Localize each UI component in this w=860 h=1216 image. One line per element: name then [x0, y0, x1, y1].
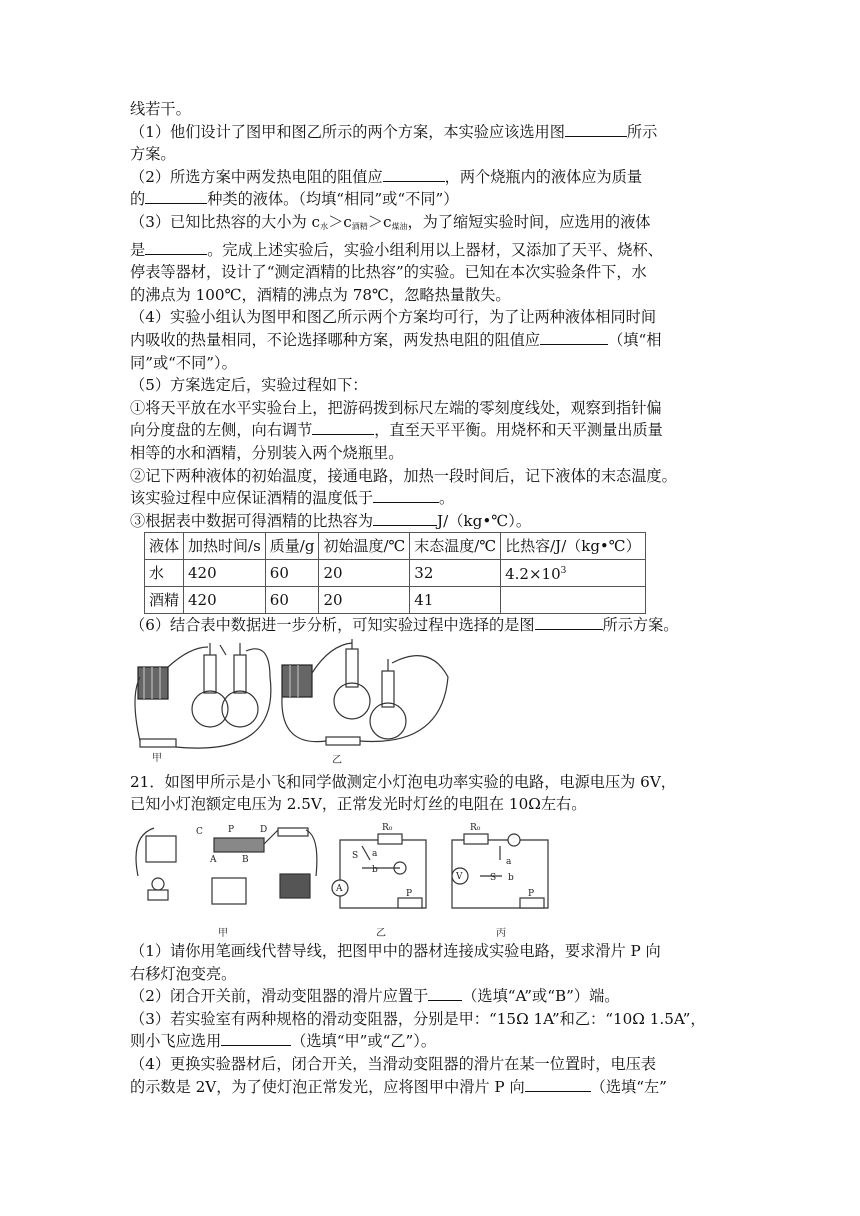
- text: 同”或“不同”）。: [130, 353, 237, 372]
- text-line: [130, 465, 735, 488]
- text-line: [130, 166, 735, 189]
- text-line: [130, 487, 735, 510]
- text: 则小飞应选用: [130, 1032, 222, 1051]
- text: ，直至天平平衡。用烧杯和天平测量出质量: [374, 421, 663, 440]
- circuit-bing: [452, 823, 548, 908]
- label-a-small: a: [372, 849, 378, 860]
- table-header: 液体: [145, 533, 184, 560]
- label-s: S: [490, 873, 497, 884]
- figure-caption: 甲: [218, 928, 228, 940]
- label-b-small: b: [372, 865, 378, 876]
- text: （4）更换实验器材后，闭合开关，当滑动变阻器的滑片在某一位置时，电压表: [130, 1055, 657, 1074]
- document-page: [130, 98, 735, 1098]
- answer-blank[interactable]: [145, 239, 207, 255]
- heating-circuits-figure: [130, 637, 530, 765]
- answer-blank[interactable]: [525, 1076, 591, 1092]
- text-line: [130, 121, 735, 144]
- table-header: 末态温度/℃: [410, 533, 501, 560]
- table-cell: 32: [410, 560, 501, 587]
- table-cell: 420: [184, 560, 266, 587]
- label-p: P: [406, 889, 413, 900]
- text: 的示数是 2V，为了使灯泡正常发光，应将图甲中滑片 P 向: [130, 1077, 525, 1096]
- table-cell: 60: [265, 587, 319, 614]
- text-line: [130, 442, 735, 465]
- battery-icon: [280, 874, 310, 898]
- text-line: [130, 940, 735, 963]
- label-c: C: [196, 827, 203, 838]
- text: （6）结合表中数据进一步分析，可知实验过程中选择的是图: [130, 616, 535, 635]
- text-line: [130, 419, 735, 442]
- voltmeter-symbol: V: [456, 872, 463, 883]
- subscript: 煤油: [391, 221, 408, 231]
- text-line: [130, 397, 735, 420]
- text: 方案。: [130, 145, 176, 164]
- text-line: [130, 1008, 735, 1031]
- text: （1）请你用笔画线代替导线，把图甲中的器材连接成实验电路，要求滑片 P 向: [130, 942, 661, 961]
- text-line: [130, 771, 735, 794]
- text: ，为了缩短实验时间，应选用的液体: [407, 212, 651, 231]
- superscript: 3: [560, 566, 567, 577]
- text-line: [130, 510, 735, 533]
- text: （3）若实验室有两种规格的滑动变阻器，分别是甲：“15Ω 1A”和乙：“10Ω 1.5A”，: [130, 1009, 706, 1028]
- text: 的沸点为 100℃，酒精的沸点为 78℃，忽略热量散失。: [130, 285, 511, 304]
- text: ，两个烧瓶内的液体应为质量: [444, 167, 643, 186]
- text-line: [130, 614, 735, 637]
- answer-blank[interactable]: [145, 188, 207, 204]
- question-text: 已知小灯泡额定电压为 2.5V，正常发光时灯丝的电阻在 10Ω左右。: [130, 795, 587, 814]
- subscript: 水: [320, 221, 329, 231]
- battery-icon: [138, 667, 168, 699]
- text: 内吸收的热量相同，不论选择哪种方案，两发热电阻的阻值应: [130, 330, 541, 349]
- table-header: 加热时间/s: [184, 533, 266, 560]
- circuit-yi: [332, 823, 426, 908]
- text: 。: [439, 489, 455, 508]
- table-cell: 41: [410, 587, 501, 614]
- text: （选填“甲”或“乙”）。: [291, 1032, 437, 1051]
- text-line: [130, 284, 735, 307]
- label-a: A: [210, 855, 217, 866]
- flask-icon: [370, 703, 406, 739]
- table-cell: 水: [145, 560, 184, 587]
- text: （选填“左”: [590, 1077, 667, 1096]
- label-p: P: [528, 889, 535, 900]
- text: （2）所选方案中两发热电阻的阻值应: [130, 167, 383, 186]
- text-line: [130, 143, 735, 166]
- circuit-jia: [136, 825, 317, 904]
- circuit-right: [282, 639, 448, 745]
- text: ③根据表中数据可得酒精的比热容为: [130, 511, 373, 530]
- label-b-small: b: [508, 873, 514, 884]
- cell-value: 4.2×10: [505, 565, 561, 584]
- answer-blank[interactable]: [540, 329, 608, 345]
- text: 相等的水和酒精，分别装入两个烧瓶里。: [130, 443, 404, 462]
- text: 该实验过程中应保证酒精的温度低于: [130, 489, 373, 508]
- table-row: [145, 560, 646, 587]
- text: （5）方案选定后，实验过程如下：: [130, 376, 368, 395]
- figure-caption: 甲: [152, 752, 162, 764]
- table-cell: 20: [319, 560, 410, 587]
- text: J/（kg•℃）。: [437, 511, 532, 530]
- text-line: [130, 261, 735, 284]
- answer-blank[interactable]: [373, 487, 439, 503]
- battery-icon: [282, 665, 312, 697]
- table-header-row: [145, 533, 646, 560]
- text: 线若干。: [130, 100, 191, 118]
- text-line: [130, 329, 735, 352]
- text-line: [130, 1030, 735, 1053]
- ammeter-symbol: A: [336, 884, 343, 895]
- ammeter-icon: [212, 878, 246, 904]
- answer-blank[interactable]: [565, 121, 627, 137]
- text-line: [130, 98, 735, 121]
- text-line: [130, 963, 735, 986]
- answer-blank[interactable]: [312, 419, 374, 435]
- text: 停表等器材，设计了“测定酒精的比热容”的实验。已知在本次实验条件下，水: [130, 263, 647, 282]
- text: （2）闭合开关前，滑动变阻器的滑片应置于: [130, 987, 429, 1006]
- text: 。完成上述实验后，实验小组利用以上器材，又添加了天平、烧杯、: [207, 240, 663, 259]
- text-line: [130, 374, 735, 397]
- text: （4）实验小组认为图甲和图乙所示两个方案均可行，为了让两种液体相同时间: [130, 308, 657, 327]
- lamp-icon: [508, 834, 520, 846]
- text: 所示: [626, 122, 658, 141]
- table-cell: 酒精: [145, 587, 184, 614]
- table-header: 初始温度/℃: [319, 533, 410, 560]
- label-r0: R₀: [382, 823, 393, 834]
- figure-caption: 乙: [332, 754, 342, 765]
- answer-blank[interactable]: [221, 1030, 291, 1046]
- table-header: 比热容/J/（kg•℃）: [501, 533, 645, 560]
- label-r0: R₀: [470, 823, 481, 834]
- text: 所示方案。: [602, 616, 679, 635]
- text: （3）已知比热容的大小为 c: [130, 212, 321, 231]
- answer-blank[interactable]: [373, 510, 437, 526]
- table-cell: 20: [319, 587, 410, 614]
- text: 右移灯泡变亮。: [130, 964, 237, 983]
- figure-caption: 乙: [376, 928, 386, 940]
- voltmeter-icon: [146, 836, 176, 862]
- flask-icon: [222, 691, 258, 727]
- switch-icon: [278, 828, 308, 836]
- answer-blank[interactable]: [383, 166, 445, 182]
- circuit-left: [135, 643, 271, 748]
- text: 的: [130, 190, 146, 209]
- text: （1）他们设计了图甲和图乙所示的两个方案，本实验应该选用图: [130, 122, 565, 141]
- text: ＞c: [328, 212, 352, 231]
- table-cell: [501, 587, 645, 614]
- subscript: 酒精: [351, 221, 368, 231]
- text: 向分度盘的左侧，向右调节: [130, 421, 313, 440]
- question-text: 21．如图甲所示是小飞和同学做测定小灯泡电功率实验的电路，电源电压为 6V，: [130, 772, 676, 791]
- text: 种类的液体。（均填“相同”或“不同”）: [207, 190, 459, 209]
- text: （选填“A”或“B”）端。: [462, 987, 620, 1006]
- text: 是: [130, 240, 146, 259]
- text-line: [130, 793, 735, 816]
- text: ①将天平放在水平实验台上，把游码拨到标尺左端的零刻度线处，观察到指针偏: [130, 398, 662, 417]
- answer-blank[interactable]: [535, 614, 603, 630]
- table-cell: 60: [265, 560, 319, 587]
- data-table: [144, 532, 646, 614]
- text: ＞c: [367, 212, 392, 231]
- label-d: D: [260, 825, 268, 836]
- text-line: [130, 1053, 735, 1076]
- switch-icon: [140, 739, 176, 747]
- text-line: [130, 985, 735, 1008]
- text-line: [130, 1076, 735, 1099]
- text-line: [130, 239, 735, 262]
- text-line: [130, 211, 735, 239]
- label-a-small: a: [506, 857, 512, 868]
- table-cell: [501, 560, 645, 587]
- table-header: 质量/g: [265, 533, 319, 560]
- rheostat-icon: [520, 898, 544, 908]
- text: （填“相: [608, 330, 662, 349]
- table-cell: 420: [184, 587, 266, 614]
- label-p: P: [228, 825, 235, 836]
- text: ②记下两种液体的初始温度，接通电路，加热一段时间后，记下液体的末态温度。: [130, 466, 677, 485]
- table-row: [145, 587, 646, 614]
- text-line: [130, 306, 735, 329]
- flask-icon: [334, 683, 370, 719]
- figure-caption: 丙: [496, 928, 506, 940]
- label-s: S: [352, 851, 359, 862]
- lamp-circuits-figure: [130, 816, 570, 940]
- text-line: [130, 188, 735, 211]
- answer-blank[interactable]: [428, 985, 462, 1001]
- text-line: [130, 352, 735, 375]
- rheostat-icon: [214, 838, 264, 852]
- label-b: B: [242, 855, 249, 866]
- lamp-icon: [148, 890, 168, 900]
- rheostat-icon: [398, 898, 422, 908]
- switch-icon: [326, 737, 360, 745]
- flask-icon: [192, 691, 228, 727]
